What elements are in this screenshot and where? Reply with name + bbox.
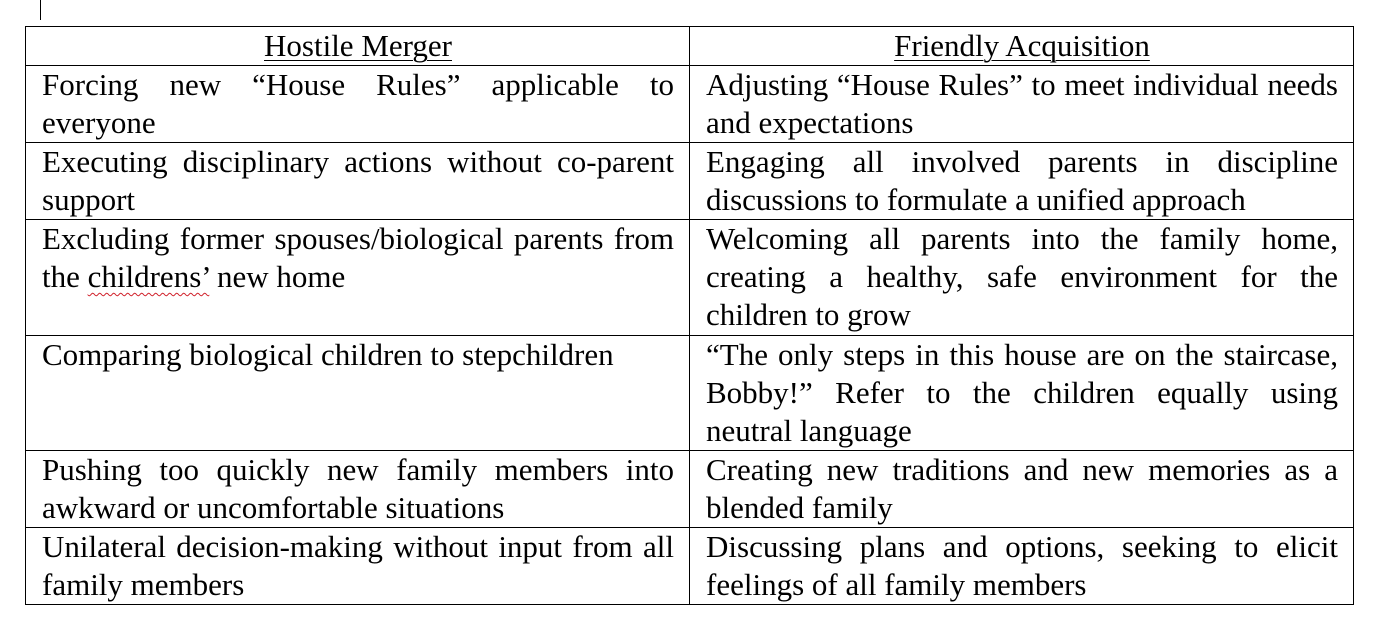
friendly-cell: Discussing plans and options, seeking to elicit feelings of all family members (690, 528, 1354, 605)
text-cursor-marker (40, 0, 41, 20)
hostile-cell: Pushing too quickly new family members into awkward or uncomfortable situations (26, 451, 690, 528)
hostile-cell: Executing disciplinary actions without co-parent support (26, 143, 690, 220)
table-row (26, 220, 1354, 336)
friendly-cell: Creating new traditions and new memories as a blended family (690, 451, 1354, 528)
comparison-table (25, 26, 1354, 605)
table-row (26, 451, 1354, 528)
table-row (26, 336, 1354, 451)
header-hostile-merger: Hostile Merger (26, 27, 690, 66)
spellcheck-flagged-word[interactable]: childrens’ (87, 259, 210, 294)
hostile-text-before: Excluding former spouses/biological parents from the (42, 221, 674, 294)
hostile-cell (26, 220, 690, 336)
table-header-row (26, 27, 1354, 66)
hostile-cell: Comparing biological children to stepchildren (26, 336, 690, 451)
hostile-cell: Unilateral decision-making without input from all family members (26, 528, 690, 605)
friendly-cell: Welcoming all parents into the family home, creating a healthy, safe environment for the children to grow (690, 220, 1354, 336)
friendly-cell: Engaging all involved parents in discipline discussions to formulate a unified approach (690, 143, 1354, 220)
hostile-cell: Forcing new “House Rules” applicable to everyone (26, 66, 690, 143)
table-row (26, 143, 1354, 220)
hostile-text-after: new home (209, 259, 346, 294)
friendly-cell: “The only steps in this house are on the staircase, Bobby!” Refer to the children equally using neutral language (690, 336, 1354, 451)
friendly-cell: Adjusting “House Rules” to meet individual needs and expectations (690, 66, 1354, 143)
table-row (26, 528, 1354, 605)
table-row (26, 66, 1354, 143)
header-friendly-acquisition: Friendly Acquisition (690, 27, 1354, 66)
